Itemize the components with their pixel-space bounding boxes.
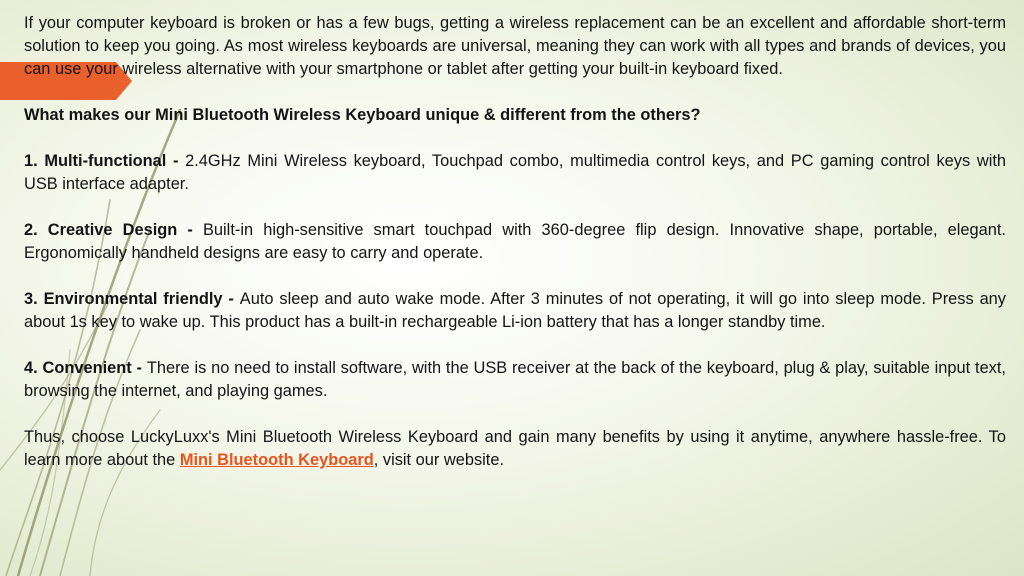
document-body	[24, 12, 1006, 472]
feature-4-text: There is no need to install software, with the USB receiver at the back of the keyboard, plug & play, suitable input text, browsing the internet, and playing games.	[24, 359, 1006, 400]
feature-2-text: Built-in high-sensitive smart touchpad with 360-degree flip design. Innovative shape, portable, elegant. Ergonomically handheld designs are easy to carry and operate.	[24, 221, 1006, 262]
feature-3-title: 3. Environmental friendly -	[24, 290, 240, 308]
closing-text-before: Thus, choose LuckyLuxx's Mini Bluetooth Wireless Keyboard and gain many benefits by using it anytime, anywhere hassle-free. To learn more about the	[24, 428, 1006, 469]
feature-3	[24, 288, 1006, 334]
feature-2	[24, 219, 1006, 265]
question-heading: What makes our Mini Bluetooth Wireless Keyboard unique & different from the others?	[24, 106, 701, 124]
feature-1	[24, 150, 1006, 196]
closing-paragraph	[24, 426, 1006, 472]
feature-4	[24, 357, 1006, 403]
intro-paragraph: If your computer keyboard is broken or has a few bugs, getting a wireless replacement can be an excellent and affordable short-term solution to keep you going. As most wireless keyboards are universal, meaning they can work with all types and brands of devices, you can use your wireless alternative with your smartphone or tablet after getting your built-in keyboard fixed.	[24, 14, 1006, 78]
feature-1-text: 2.4GHz Mini Wireless keyboard, Touchpad combo, multimedia control keys, and PC gaming control keys with USB interface adapter.	[24, 152, 1006, 193]
mini-bluetooth-keyboard-link[interactable]: Mini Bluetooth Keyboard	[179, 451, 374, 469]
feature-1-title: 1. Multi-functional -	[24, 152, 186, 170]
feature-4-title: 4. Convenient -	[24, 359, 147, 377]
feature-2-title: 2. Creative Design -	[24, 221, 203, 239]
closing-text-after: , visit our website.	[373, 451, 505, 469]
feature-3-text: Auto sleep and auto wake mode. After 3 minutes of not operating, it will go into sleep mode. Press any about 1s key to wake up. This product has a built-in rechargeable Li-ion battery that has a longer standby time.	[24, 290, 1006, 331]
